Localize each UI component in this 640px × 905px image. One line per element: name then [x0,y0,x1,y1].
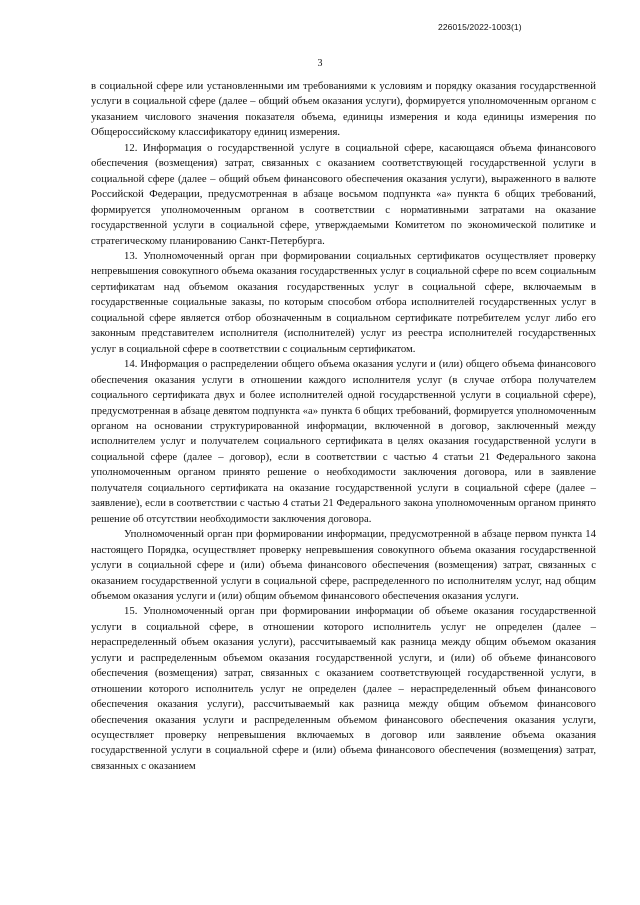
document-id: 226015/2022-1003(1) [438,22,522,32]
page-number: 3 [317,58,323,69]
paragraph-13: 13. Уполномоченный орган при формировании социальных сертификатов осуществляет проверку непревышения совокупного объема оказания государственных услуг в социальной сфере по всем социальным сертификатам над объемом оказания государственных услуг в социальной сфере, включаемым в государственные социальные заказы, по которым способом отбора исполнителей государственных услуг в социальной сфере является отбор обозначенным в социальном сертификате потребителем услуг либо его законным представителем исполнителя (исполнителей) услуг из реестра исполнителей государственных услуг в социальной сфере в соответствии с социальным сертификатом. [91,249,596,355]
paragraph-12: 12. Информация о государственной услуге в социальной сфере, касающаяся объема финансового обеспечения (возмещения) затрат, связанных с оказанием соответствующей государственной услуги в социальной сфере (далее – общий объем финансового обеспечения оказания услуги), выраженного в валюте Российской Федерации, предусмотренная в абзаце восьмом подпункта «а» пункта 6 общих требований, формируется уполномоченным органом в соответствии с нормативными затратами на оказание государственной услуги в социальной сфере, утверждаемыми Комитетом по экономической политике и стратегическому планированию Санкт-Петербурга. [91,141,596,247]
paragraph-14-second: Уполномоченный орган при формировании информации, предусмотренной в абзаце первом пункта 14 настоящего Порядка, осуществляет проверку непревышения совокупного объема оказания государственной услуги в социальной сфере и (или) объема финансового обеспечения (возмещения) затрат, связанных с оказанием государственной услуги в социальной сфере, распределенного по исполнителям услуг, над общим объемом оказания услуги и (или) общим объемом финансового обеспечения оказания услуги. [91,528,596,602]
paragraph-continuation: в социальной сфере или установленными им требованиями к условиям и порядку оказания государственной услуги в социальной сфере (далее – общий объем оказания услуги), формируется уполномоченным органом с указанием числового значения показателя объема, единицы измерения и кода единицы измерения по Общероссийскому классификатору единиц измерения. [91,80,596,139]
paragraph-15: 15. Уполномоченный орган при формировании информации об объеме оказания государственной услуги в социальной сфере, в отношении которого исполнитель услуг не определен (далее – нераспределенный объем оказания услуги), рассчитываемый как разница между общим объемом оказания услуги и распределенным объемом оказания государственной услуги, и (или) об объеме финансового обеспечения (возмещения) затрат, связанных с оказанием соответствующей государственной услуги, в отношении которого исполнитель услуг не определен (далее – нераспределенный объем финансового обеспечения оказания услуги), рассчитываемый как разница между общим объемом финансового обеспечения оказания услуги и распределенным объемом финансового обеспечения оказания услуги, осуществляет проверку непревышения включаемых в договор или заявление объема оказания государственной услуги в социальной сфере и (или) объема финансового обеспечения (возмещения) затрат, связанных с оказанием [91,605,596,772]
paragraph-14: 14. Информация о распределении общего объема оказания услуги и (или) общего объема финансового обеспечения оказания услуги в отношении каждого исполнителя услуг (в случае отбора получателем социального сертификата двух и более исполнителей одной государственной услуги в социальной сфере), предусмотренная в абзаце девятом подпункта «а» пункта 6 общих требований, формируется уполномоченным органом на основании структурированной информации, включенной в договор, заключенный между исполнителем услуг и получателем социального сертификата в целях оказания государственной услуги в социальной сфере (далее – договор), если в соответствии с частью 4 статьи 21 Федерального закона уполномоченным органом принято решение о необходимости заключения договора, или в заявление получателя социального сертификата на оказание государственной услуги в социальной сфере (далее – заявление), если в соответствии с частью 4 статьи 21 Федерального закона уполномоченным органом принято решение об отсутствии необходимости заключения договора. [91,358,596,525]
document-body [91,79,596,774]
